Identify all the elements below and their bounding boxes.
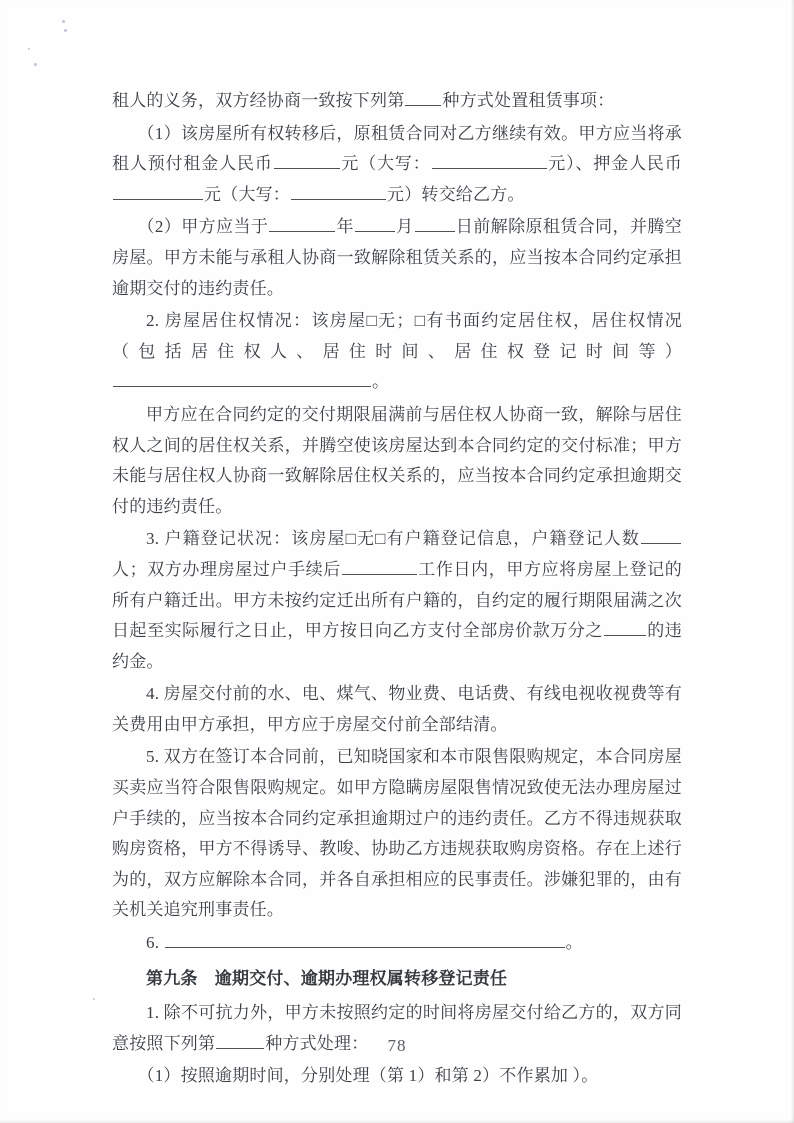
paragraph-text: 工作日内，甲方应将房屋上登记的所有户籍迁出。甲方未按约定迁出所有户籍的，自约定的履行期限届满之次日起至实际履行之日止，甲方按日向乙方支付全部房价款万分之: [112, 559, 682, 641]
paragraph-text: 甲方应在合同约定的交付期限届满前与居住权人协商一致，解除与居住权人之间的居住权关系，并腾空使该房屋达到本合同约定的交付标准；甲方未能与居住权人协商一致解除居住权关系的，应当按本合同约定承担逾期交付的违约责任。: [112, 404, 682, 516]
paragraph-text: 年: [336, 217, 354, 237]
paragraph-text: 元（大写：: [204, 184, 290, 204]
paragraph-text: 元）转交给乙方。: [387, 184, 525, 204]
contract-paragraph: [112, 212, 682, 304]
scan-speckle: [64, 29, 67, 32]
fill-in-blank: [355, 214, 395, 232]
fill-in-blank: [405, 88, 441, 106]
contract-paragraph: [112, 679, 682, 740]
scan-speckle: [62, 20, 65, 23]
paragraph-text: 日前解除原租赁合同，并腾空房屋。甲方未能与承租人协商一致解除租赁关系的，应当按本合同约定承担逾期交付的违约责任。: [112, 217, 683, 298]
contract-paragraph: [112, 742, 682, 926]
paragraph-text: 的违约金。: [112, 621, 682, 671]
fill-in-blank: [415, 214, 455, 232]
paragraph-text: 3. 户籍登记状况：该房屋□无□有户籍登记信息，户籍登记人数: [146, 529, 640, 549]
contract-paragraph: [112, 928, 682, 959]
section-heading: [112, 964, 682, 995]
scan-speckle: [34, 63, 37, 66]
paragraph-text: 2. 房屋居住权情况：该房屋□无；□有书面约定居住权，居住权情况（包括居住权人、居住时间、居住权登记时间等）: [112, 311, 682, 361]
contract-paragraph: [112, 86, 682, 117]
fill-in-blank: [432, 151, 547, 169]
paragraph-text: （1）该房屋所有权转移后，原租赁合同对乙方继续有效。甲方应当将承租人预付租金人民币: [112, 123, 682, 174]
fill-in-blank: [113, 182, 203, 200]
contract-paragraph: [112, 119, 682, 211]
paragraph-text: 元）、押金人民币: [547, 154, 682, 174]
paragraph-text: 1. 除不可抗力外，甲方未按照约定的时间将房屋交付给乙方的，双方同意按照下列第: [112, 1003, 682, 1053]
contract-paragraph: [112, 1061, 682, 1092]
paragraph-text: 。: [372, 372, 390, 392]
page-body: [112, 86, 682, 1094]
fill-in-blank: [604, 618, 646, 636]
fill-in-blank: [291, 182, 386, 200]
paragraph-text: 4. 房屋交付前的水、电、煤气、物业费、电话费、有线电视收视费等有关费用由甲方承担，甲方应于房屋交付前全部结清。: [112, 684, 682, 734]
paragraph-text: （1）按照逾期时间，分别处理（第 1）和第 2）不作累加 ）。: [137, 1066, 599, 1086]
scan-speckle: [28, 48, 30, 50]
paragraph-text: 种方式处置租赁事项：: [442, 91, 615, 110]
paragraph-text: 。: [565, 933, 583, 953]
paragraph-text: 月: [395, 217, 414, 237]
contract-paragraph: [112, 524, 682, 677]
fill-in-blank: [113, 369, 371, 387]
paragraph-text: 6.: [146, 933, 164, 953]
paragraph-text: 人；双方办理房屋过户手续后: [112, 559, 341, 579]
paragraph-text: 元（大写：: [340, 154, 431, 174]
page-number: 78: [387, 1036, 407, 1055]
scan-speckle: [93, 998, 95, 1000]
paragraph-text: 种方式处理：: [265, 1033, 369, 1053]
fill-in-blank: [274, 151, 340, 169]
fill-in-blank: [165, 930, 565, 948]
fill-in-blank: [269, 214, 335, 232]
paragraph-text: 租人的义务，双方经协商一致按下列第: [112, 91, 405, 110]
contract-paragraph: [112, 400, 682, 522]
fill-in-blank: [641, 526, 681, 544]
contract-paragraph: [112, 306, 682, 398]
paragraph-text: 第九条 逾期交付、逾期办理权属转移登记责任: [146, 968, 508, 988]
fill-in-blank: [342, 557, 417, 575]
paragraph-text: 5. 双方在签订本合同前，已知晓国家和本市限售限购规定，本合同房屋买卖应当符合限售限购规定。如甲方隐瞒房屋限售情况致使无法办理房屋过户手续的，应当按本合同约定承担逾期过户的违约责任。乙方不得违规获取购房资格，甲方不得诱导、教唆、协助乙方违规获取购房资格。存在上述行为的，双方应解除本合同，并各自承担相应的民事责任。涉嫌犯罪的，由有关机关追究刑事责任。: [112, 747, 682, 920]
paragraph-text: （2）甲方应当于: [137, 217, 269, 237]
